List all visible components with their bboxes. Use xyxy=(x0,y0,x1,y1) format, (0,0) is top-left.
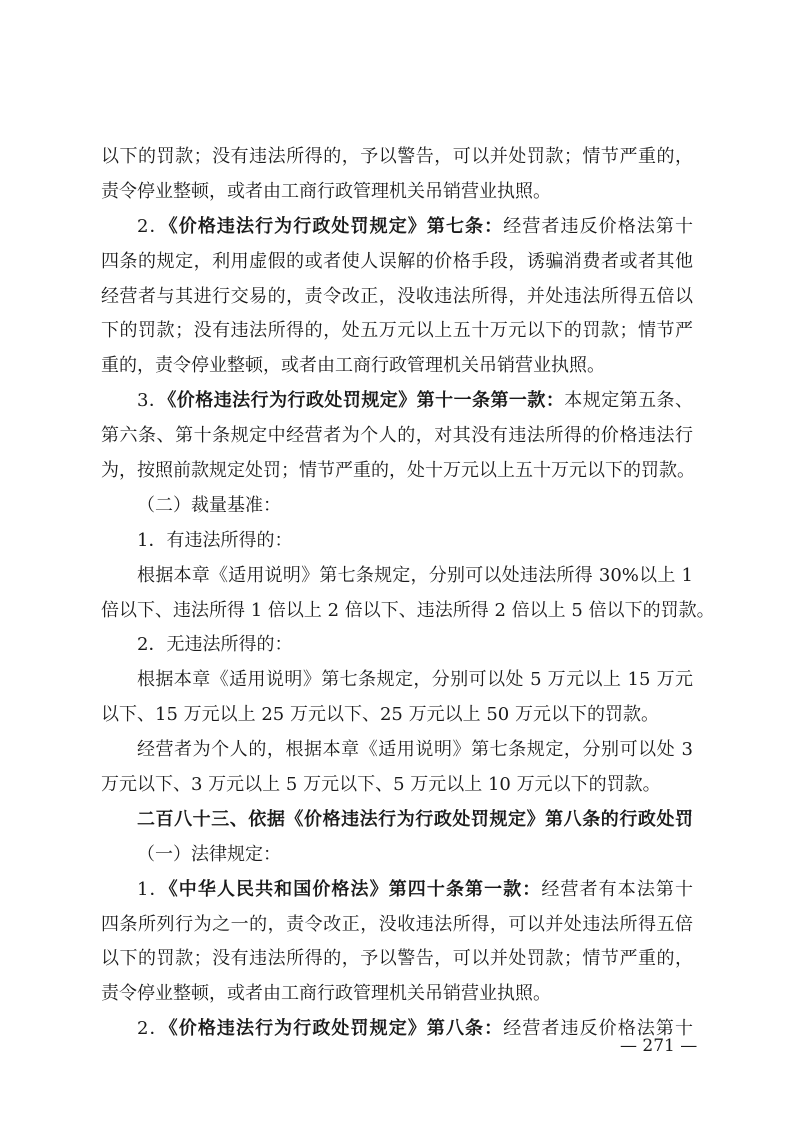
text-segment: 2．无违法所得的： xyxy=(137,634,293,656)
text-segment: 责令停业整顿，或者由工商行政管理机关吊销营业执照。 xyxy=(101,180,551,202)
text-segment: （一）法律规定： xyxy=(137,843,281,865)
text-segment: 根据本章《适用说明》第七条规定，分别可以处违法所得 30%以上 1 xyxy=(137,564,693,586)
text-segment: 第六条、第十条规定中经营者为个人的，对其没有违法所得的价格违法行 xyxy=(101,425,693,447)
text-line xyxy=(101,245,693,280)
text-segment: 经营者与其进行交易的，责令改正，没收违法所得，并处违法所得五倍以 xyxy=(101,285,693,307)
text-segment: 根据本章《适用说明》第七条规定，分别可以处 5 万元以上 15 万元 xyxy=(137,669,693,691)
text-segment: 1． xyxy=(137,878,169,900)
text-segment: 以下、15 万元以上 25 万元以下、25 万元以上 50 万元以下的罚款。 xyxy=(101,704,659,726)
text-segment: 重的，责令停业整顿，或者由工商行政管理机关吊销营业执照。 xyxy=(101,355,605,377)
text-line xyxy=(101,559,693,594)
text-segment: 2． xyxy=(137,215,169,237)
text-line xyxy=(101,942,693,977)
text-line xyxy=(101,489,693,524)
text-line xyxy=(101,698,693,733)
text-segment: 四条所列行为之一的，责令改正，没收违法所得，可以并处违法所得五倍 xyxy=(101,913,693,935)
text-line xyxy=(101,140,693,175)
text-line xyxy=(101,384,693,419)
text-line xyxy=(101,314,693,349)
text-line xyxy=(101,977,693,1012)
page-number: — 271 — xyxy=(620,1036,698,1056)
text-segment: 责令停业整顿，或者由工商行政管理机关吊销营业执照。 xyxy=(101,983,551,1005)
text-line xyxy=(101,663,693,698)
bold-text: 《中华人民共和国价格法》第四十条第一款： xyxy=(168,878,542,900)
text-line xyxy=(101,733,693,768)
text-line xyxy=(101,594,715,629)
text-line xyxy=(101,768,693,803)
text-line xyxy=(101,628,693,663)
text-line xyxy=(101,210,693,245)
text-segment: 2． xyxy=(137,1018,169,1040)
text-line xyxy=(101,454,693,489)
text-line xyxy=(101,175,693,210)
text-segment: 经营者为个人的，根据本章《适用说明》第七条规定，分别可以处 3 xyxy=(137,739,693,761)
text-segment: 四条的规定，利用虚假的或者使人误解的价格手段，诱骗消费者或者其他 xyxy=(101,250,693,272)
text-segment: 下的罚款；没有违法所得的，处五万元以上五十万元以下的罚款；情节严 xyxy=(101,320,693,342)
text-segment: 3． xyxy=(137,390,168,412)
text-line xyxy=(101,419,693,454)
text-line xyxy=(101,908,693,943)
text-line xyxy=(101,873,693,908)
text-segment: 经营者违反价格法第十 xyxy=(503,215,694,237)
bold-text: 《价格违法行为行政处罚规定》第七条： xyxy=(168,215,504,237)
text-line xyxy=(101,803,693,838)
text-segment: 万元以下、3 万元以上 5 万元以下、5 万元以上 10 万元以下的罚款。 xyxy=(101,774,661,796)
text-segment: 经营者违反价格法第十 xyxy=(503,1018,694,1040)
text-segment: 以下的罚款；没有违法所得的，予以警告，可以并处罚款；情节严重的， xyxy=(101,948,693,970)
document-body xyxy=(101,140,715,1047)
text-segment: （二）裁量基准： xyxy=(137,494,281,516)
text-segment: 经营者有本法第十 xyxy=(541,878,694,900)
text-line xyxy=(101,838,693,873)
text-line xyxy=(101,1012,693,1047)
bold-text: 二百八十三、依据《价格违法行为行政处罚规定》第八条的行政处罚 xyxy=(137,808,693,830)
text-segment: 本规定第五条、 xyxy=(564,390,694,412)
text-line xyxy=(101,349,693,384)
bold-text: 《价格违法行为行政处罚规定》第十一条第一款： xyxy=(167,390,565,412)
bold-text: 《价格违法行为行政处罚规定》第八条： xyxy=(168,1018,504,1040)
text-segment: 倍以下、违法所得 1 倍以上 2 倍以下、违法所得 2 倍以上 5 倍以下的罚款。 xyxy=(101,599,715,621)
text-line xyxy=(101,524,693,559)
text-line xyxy=(101,280,693,315)
text-segment: 1．有违法所得的： xyxy=(137,529,293,551)
text-segment: 为，按照前款规定处罚；情节严重的，处十万元以上五十万元以下的罚款。 xyxy=(101,460,695,482)
text-segment: 以下的罚款；没有违法所得的，予以警告，可以并处罚款；情节严重的， xyxy=(101,146,693,167)
